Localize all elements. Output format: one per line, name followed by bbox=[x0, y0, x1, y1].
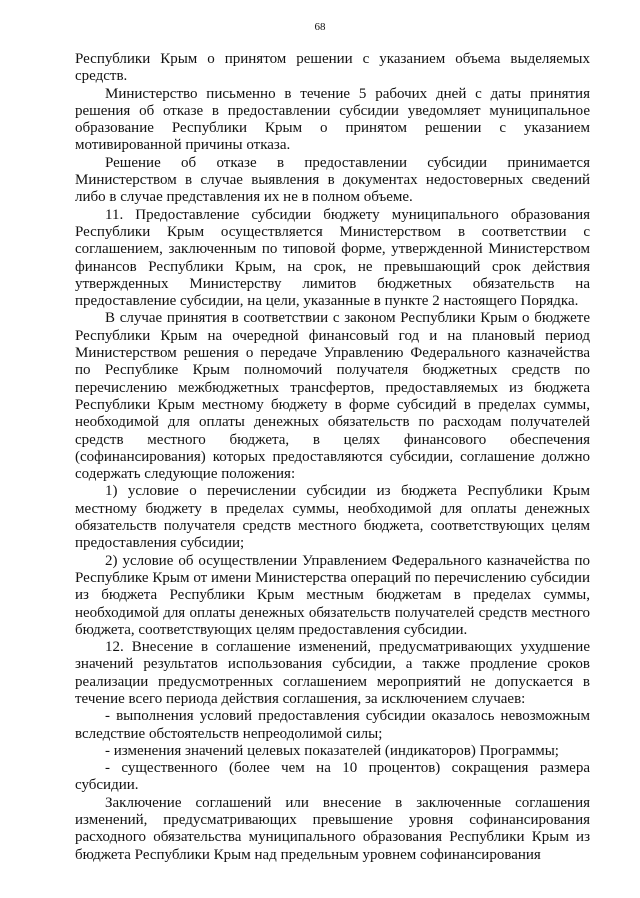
paragraph: В случае принятия в соответствии с законом Республики Крым о бюджете Республики Крым на очередной финансовый год и на плановый период Министерством решения о передаче Управлению Федерального казначейства по Республике Крым полномочий получателя бюджетных средств по перечислению межбюджетных трансфертов, предоставляемых из бюджета Республики Крым местному бюджету в форме субсидий в пределах суммы, необходимой для оплаты денежных обязательств по расходам получателей средств местного бюджета, в целях финансового обеспечения (софинансирования) которых предоставляются субсидии, соглашение должно содержать следующие положения: bbox=[75, 310, 590, 483]
document-body bbox=[75, 51, 590, 864]
paragraph: Заключение соглашений или внесение в заключенные соглашения изменений, предусматривающих превышение уровня софинансирования расходного обязательства муниципального образования Республики Крым из бюджета Республики Крым над предельным уровнем софинансирования bbox=[75, 794, 590, 863]
paragraph: Министерство письменно в течение 5 рабочих дней с даты принятия решения об отказе в предоставлении субсидии уведомляет муниципальное образование Республики Крым о принятом решении с указанием мотивированной причины отказа. bbox=[75, 85, 590, 154]
list-item: 2) условие об осуществлении Управлением Федерального казначейства по Республике Крым от имени Министерства операций по перечислению субсидии из бюджета Республики Крым местным бюджетам в пределах суммы, необходимой для оплаты денежных обязательств получателей средств местного бюджета, соответствующих целям предоставления субсидии. bbox=[75, 552, 590, 638]
list-item: 1) условие о перечислении субсидии из бюджета Республики Крым местному бюджету в пределах суммы, необходимой для оплаты денежных обязательств получателя средств местного бюджета, соответствующих целям предоставления субсидии; bbox=[75, 483, 590, 552]
list-item: - выполнения условий предоставления субсидии оказалось невозможным вследствие обстоятельств непреодолимой силы; bbox=[75, 708, 590, 742]
paragraph: 12. Внесение в соглашение изменений, предусматривающих ухудшение значений результатов использования субсидии, а также продление сроков реализации предусмотренных соглашением мероприятий не допускается в течение всего периода действия соглашения, за исключением случаев: bbox=[75, 639, 590, 707]
paragraph: Решение об отказе в предоставлении субсидии принимается Министерством в случае выявления в документах недостоверных сведений либо в случае представления их не в полном объеме. bbox=[75, 154, 590, 206]
list-item: - существенного (более чем на 10 процентов) сокращения размера субсидии. bbox=[75, 760, 590, 794]
paragraph: Республики Крым о принятом решении с указанием объема выделяемых средств. bbox=[75, 51, 590, 85]
paragraph: 11. Предоставление субсидии бюджету муниципального образования Республики Крым осуществляется Министерством в соответствии с соглашением, заключенным по типовой форме, утвержденной Министерством финансов Республики Крым, на срок, не превышающий срок действия утвержденных Министерству лимитов бюджетных обязательств на предоставление субсидии, на цели, указанные в пункте 2 настоящего Порядка. bbox=[75, 206, 590, 310]
list-item: - изменения значений целевых показателей (индикаторов) Программы; bbox=[105, 742, 559, 759]
page-number: 68 bbox=[314, 21, 326, 33]
